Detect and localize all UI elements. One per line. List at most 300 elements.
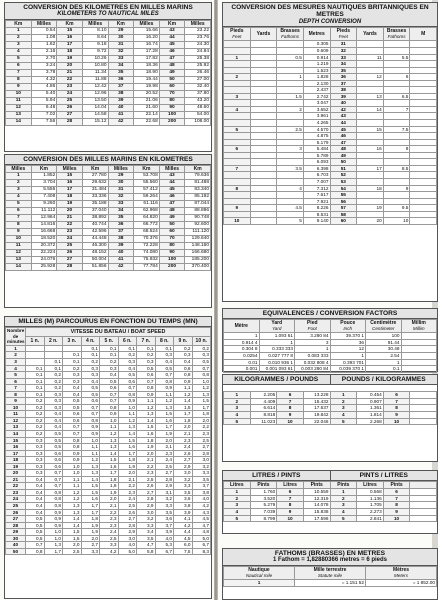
time-dist-cell: 3 xyxy=(6,358,26,365)
time-dist-cell: 5,0 xyxy=(192,535,211,542)
nm-km-cell: 27 xyxy=(57,257,83,264)
km-nm-cell: 41 xyxy=(108,112,134,119)
depth-cell: 10 xyxy=(224,218,251,225)
depth-cell: 11 xyxy=(357,54,384,61)
km-nm-cell: 4.86 xyxy=(31,84,57,91)
time-dist-cell: 3,3 xyxy=(192,470,211,477)
time-dist-cell: 1,2 xyxy=(137,404,156,411)
depth-cell: 50 xyxy=(330,159,357,166)
depth-cell: 3.961 xyxy=(303,113,330,120)
depth-cell: 1 xyxy=(277,74,304,81)
fathoms-header-main: Mètres xyxy=(392,567,410,574)
kg-pounds-cell: 1.814 xyxy=(357,412,384,419)
time-dist-cell: 0,5 xyxy=(26,529,45,536)
time-dist-cell: 4,5 xyxy=(174,535,193,542)
time-dist-cell: 0,2 xyxy=(44,372,63,379)
time-dist-cell: 0,4 xyxy=(118,365,137,372)
nm-km-cell: 43 xyxy=(159,173,185,180)
depth-cell: 8.5 xyxy=(383,165,410,172)
time-dist-cell: 3,2 xyxy=(137,516,156,523)
speed-header-cell: 6 n. xyxy=(118,337,137,346)
nm-km-cell: 77.784 xyxy=(134,264,160,271)
time-dist-cell: 2,6 xyxy=(118,509,137,516)
kg-pounds-cell xyxy=(410,418,437,425)
km-nm-cell: 7.02 xyxy=(31,112,57,119)
time-dist-cell: 0,7 xyxy=(100,398,119,405)
depth-cell: 2.437 xyxy=(303,87,330,94)
nm-km-cell: 33 xyxy=(108,201,134,208)
nm-km-row xyxy=(6,250,211,257)
nm-km-cell: 41 xyxy=(108,257,134,264)
time-dist-cell: 5,3 xyxy=(155,542,174,549)
km-nm-cell: 24.30 xyxy=(185,42,211,49)
time-dist-cell: 0,9 xyxy=(63,450,82,457)
depth-cell: 8 xyxy=(383,146,410,153)
time-dist-cell: 0,2 xyxy=(137,352,156,359)
nm-km-cell: 25 xyxy=(57,243,83,250)
time-dist-cell: 1,8 xyxy=(137,437,156,444)
time-dist-cell: 0,3 xyxy=(26,457,45,464)
fathoms-title-text: FATHOMS (BRASSES) EN METRES xyxy=(274,550,386,557)
nm-km-cell: 64.820 xyxy=(134,215,160,222)
liters-cell: 9 xyxy=(277,509,304,516)
time-dist-cell: 1 xyxy=(6,345,26,352)
nm-km-cell: 68.524 xyxy=(134,229,160,236)
depth-cell: 15 xyxy=(357,126,384,133)
km-nm-cell: 4 xyxy=(6,49,32,56)
depth-title-fr: CONVERSION DES MESURES NAUTIQUES BRITANNIQUES EN METRES xyxy=(231,4,429,19)
time-dist-cell: 0,8 xyxy=(63,444,82,451)
time-dist-cell: 2 xyxy=(6,352,26,359)
time-dist-cell: 3,6 xyxy=(174,496,193,503)
depth-cell: 33 xyxy=(330,54,357,61)
km-nm-cell: 11 xyxy=(6,98,32,105)
depth-header-main: Brasses xyxy=(386,28,407,35)
equiv-cell: 0.333 333 xyxy=(259,346,295,353)
equiv-header-sub: Centimeter xyxy=(372,326,395,332)
km-nm-row xyxy=(6,112,211,119)
equivalences-block xyxy=(222,308,438,372)
depth-cell: 6.703 xyxy=(303,172,330,179)
nm-km-cell: 111.120 xyxy=(185,229,211,236)
time-dist-cell: 0,8 xyxy=(26,548,45,555)
time-dist-cell: 3,2 xyxy=(155,496,174,503)
fathoms-block xyxy=(222,548,438,600)
nm-km-cell: 66.772 xyxy=(134,222,160,229)
nm-km-row xyxy=(6,229,211,236)
nm-km-cell: 22.224 xyxy=(31,250,57,257)
km-nm-cell: 3 xyxy=(6,42,32,49)
km-nm-cell: 4.32 xyxy=(31,77,57,84)
time-dist-cell: 1,7 xyxy=(118,450,137,457)
time-dist-cell: 2,1 xyxy=(100,503,119,510)
nm-km-header-cell: Km xyxy=(134,166,160,173)
nm-km-cell: 87.044 xyxy=(185,201,211,208)
depth-cell: 57 xyxy=(330,205,357,212)
time-dist-cell: 1,8 xyxy=(100,476,119,483)
kg-pounds-cell: 8 xyxy=(277,405,304,412)
depth-cell: 7 xyxy=(383,106,410,113)
depth-cell: 36 xyxy=(330,74,357,81)
time-dist-cell: 0,7 xyxy=(44,470,63,477)
time-dist-cell: 0,8 xyxy=(81,417,100,424)
liters-header-cell xyxy=(410,482,437,489)
nm-km-cell: 37.040 xyxy=(82,208,108,215)
fathoms-cell: = 1 852.00 xyxy=(366,580,437,587)
km-nm-cell: 26 xyxy=(57,105,83,112)
nm-km-header-cell: Milles xyxy=(159,166,185,173)
km-to-nm-title-en: KILOMETERS TO NAUTICAL MILES xyxy=(57,11,159,18)
nm-km-cell: 19 xyxy=(57,201,83,208)
time-dist-cell: 8 xyxy=(6,391,26,398)
time-dist-cell: 0,3 xyxy=(63,378,82,385)
time-dist-cell: 0,5 xyxy=(81,391,100,398)
km-nm-cell: 14 xyxy=(6,119,32,126)
nm-km-header-cell: Km xyxy=(82,166,108,173)
liters-header-cell: Litres xyxy=(357,482,384,489)
depth-cell: 7.312 xyxy=(303,185,330,192)
time-dist-cell: 0,7 xyxy=(100,391,119,398)
kg-pounds-cell: 2.268 xyxy=(357,418,384,425)
nm-km-cell: 80 xyxy=(159,243,185,250)
equiv-header-sub: Yard xyxy=(272,326,282,332)
time-dist-cell: 0,6 xyxy=(81,398,100,405)
time-dist-cell: 6,0 xyxy=(174,542,193,549)
speed-header: VITESSE DU BATEAU / BOAT SPEED xyxy=(26,328,211,337)
time-dist-cell: 0,8 xyxy=(174,372,193,379)
km-nm-cell: 25 xyxy=(57,98,83,105)
depth-cell: 9.140 xyxy=(303,218,330,225)
time-dist-cell: 0,1 xyxy=(81,345,100,352)
km-nm-cell: 42 xyxy=(108,119,134,126)
depth-conversion-block xyxy=(222,2,438,302)
time-dist-cell: 0,6 xyxy=(44,450,63,457)
time-dist-cell: 1,0 xyxy=(63,470,82,477)
nm-km-header-cell: Km xyxy=(31,166,57,173)
liters-header-cell: Pints xyxy=(250,482,277,489)
nm-to-km-title-text: CONVERSION DES MILLES MARINS EN KILOMETRES xyxy=(23,156,193,163)
time-dist-cell: 1,1 xyxy=(63,483,82,490)
time-dist-cell: 3,3 xyxy=(174,483,193,490)
liters-cell: 5 xyxy=(330,515,357,522)
nm-km-cell: 9.260 xyxy=(31,201,57,208)
km-nm-cell: 39 xyxy=(108,98,134,105)
time-dist-cell: 2,3 xyxy=(174,437,193,444)
depth-cell: 37 xyxy=(330,80,357,87)
time-dist-cell: 0,6 xyxy=(63,411,82,418)
pints-liters-title-text: PINTS / LITRES xyxy=(359,472,408,479)
time-dist-cell: 3,0 xyxy=(192,457,211,464)
depth-cell: 32 xyxy=(330,48,357,55)
time-dist-cell: 3,7 xyxy=(155,522,174,529)
time-dist-cell: 0,4 xyxy=(26,503,45,510)
liters-header-cell: Pints xyxy=(303,482,330,489)
km-nm-row xyxy=(6,63,211,70)
time-dist-cell: 2,0 xyxy=(118,470,137,477)
depth-cell: 3.047 xyxy=(303,100,330,107)
fathoms-header-main: Nautique xyxy=(248,567,270,574)
km-nm-cell: 80 xyxy=(159,98,185,105)
equiv-cell: 36 xyxy=(330,339,366,346)
time-dist-cell: 1,7 xyxy=(155,424,174,431)
time-dist-cell: 3,5 xyxy=(155,509,174,516)
time-dist-cell: 2,9 xyxy=(155,483,174,490)
depth-header-main: Brasses xyxy=(280,28,300,35)
nm-km-cell: 2 xyxy=(6,180,32,187)
liters-cell: 15.838 xyxy=(303,509,330,516)
time-dist-cell: 0,1 xyxy=(81,352,100,359)
km-nm-cell: 3.78 xyxy=(31,70,57,77)
depth-header-cell xyxy=(277,28,304,41)
liters-pints-block xyxy=(222,470,438,534)
nm-km-cell: 45 xyxy=(159,187,185,194)
depth-cell: 5 xyxy=(224,126,251,133)
time-dist-cell: 0,7 xyxy=(81,411,100,418)
time-dist-cell: 1,4 xyxy=(81,476,100,483)
depth-cell: 12 xyxy=(357,74,384,81)
km-nm-cell: 44 xyxy=(159,35,185,42)
depth-cell: 7.007 xyxy=(303,178,330,185)
nm-km-cell: 7.408 xyxy=(31,194,57,201)
depth-cell: 4.265 xyxy=(303,120,330,127)
nm-km-cell: 74.080 xyxy=(134,250,160,257)
nm-km-cell: 5 xyxy=(6,201,32,208)
time-dist-cell: 0,4 xyxy=(26,509,45,516)
time-dist-cell: 1,5 xyxy=(174,404,193,411)
speed-header-cell: 1 n. xyxy=(26,337,45,346)
time-dist-cell: 2,1 xyxy=(155,444,174,451)
nm-km-cell: 90.748 xyxy=(185,215,211,222)
depth-cell: 48 xyxy=(330,146,357,153)
nm-km-row xyxy=(6,215,211,222)
depth-cell: 7 xyxy=(224,165,251,172)
fathoms-header-sub: Meters xyxy=(393,573,409,579)
time-dist-cell: 0,3 xyxy=(100,365,119,372)
time-dist-cell: 0,2 xyxy=(26,430,45,437)
time-dist-cell: 0,7 xyxy=(137,378,156,385)
km-nm-cell: 21 xyxy=(57,70,83,77)
fathoms-header-main: Mille terrestre xyxy=(313,567,347,574)
km-nm-cell: 54.00 xyxy=(185,112,211,119)
equiv-cell: 1 xyxy=(295,346,331,353)
time-dist-cell: 3,8 xyxy=(174,503,193,510)
time-dist-cell: 1,3 xyxy=(44,542,63,549)
time-dist-cell: 2,7 xyxy=(192,444,211,451)
time-dist-cell: 23 xyxy=(6,489,26,496)
km-nm-row xyxy=(6,119,211,126)
km-nm-cell: 38 xyxy=(108,91,134,98)
equiv-header-cell xyxy=(401,320,437,333)
time-dist-cell: 1,9 xyxy=(100,489,119,496)
km-nm-cell: 26.46 xyxy=(185,70,211,77)
depth-cell: 51 xyxy=(330,165,357,172)
liters-cell: 2 xyxy=(330,495,357,502)
nm-km-cell: 148.160 xyxy=(185,243,211,250)
depth-cell: 58 xyxy=(330,211,357,218)
km-nm-cell: 23.22 xyxy=(185,28,211,35)
nm-km-cell: 129.640 xyxy=(185,236,211,243)
nm-km-cell: 48.152 xyxy=(82,250,108,257)
liters-cell: 1 xyxy=(224,489,251,496)
time-dist-cell: 10 xyxy=(6,404,26,411)
depth-cell: 10 xyxy=(383,218,410,225)
equiv-cell: 1 xyxy=(224,333,260,340)
time-dist-cell: 0,1 xyxy=(118,345,137,352)
time-dist-cell: 0,3 xyxy=(81,365,100,372)
nm-km-cell: 39 xyxy=(108,243,134,250)
time-dist-cell: 0,8 xyxy=(137,385,156,392)
time-dist-cell: 3,0 xyxy=(174,470,193,477)
liters-cell: 1.705 xyxy=(357,502,384,509)
time-dist-cell: 0,4 xyxy=(26,476,45,483)
nm-km-header-cell: Km xyxy=(185,166,211,173)
liters-cell: 2.273 xyxy=(357,509,384,516)
time-dist-cell: 2,0 xyxy=(174,424,193,431)
time-dist-cell: 2,2 xyxy=(137,463,156,470)
time-dist-cell: 2,6 xyxy=(137,483,156,490)
depth-row xyxy=(224,218,437,225)
nm-km-cell: 79.636 xyxy=(185,173,211,180)
time-dist-cell: 9 xyxy=(6,398,26,405)
time-dist-cell: 3,5 xyxy=(137,535,156,542)
depth-cell: 3.652 xyxy=(303,106,330,113)
liters-cell: 8.799 xyxy=(250,515,277,522)
time-dist-cell: 2,6 xyxy=(174,450,193,457)
depth-cell: 7.921 xyxy=(303,198,330,205)
km-nm-cell: 24.84 xyxy=(185,49,211,56)
km-nm-row xyxy=(6,105,211,112)
time-dist-cell: 2,3 xyxy=(100,522,119,529)
time-dist-cell: 0,5 xyxy=(155,365,174,372)
nm-km-cell: 4 xyxy=(6,194,32,201)
equiv-cell: 0.0254 xyxy=(224,353,260,360)
nm-km-cell: 9 xyxy=(6,229,32,236)
time-dist-cell: 3,0 xyxy=(118,535,137,542)
nm-km-cell: 32 xyxy=(108,194,134,201)
depth-header-cell xyxy=(410,28,437,41)
kg-pounds-cell: 4 xyxy=(330,412,357,419)
depth-cell: 2.742 xyxy=(303,93,330,100)
depth-cell: 0.914 xyxy=(303,54,330,61)
kg-pounds-cell: 9 xyxy=(277,412,304,419)
time-dist-cell: 2,4 xyxy=(118,496,137,503)
depth-cell: 5.484 xyxy=(303,146,330,153)
km-nm-cell: 30 xyxy=(108,35,134,42)
km-nm-cell: 31 xyxy=(108,42,134,49)
depth-header-sub: Fathoms xyxy=(387,34,406,40)
time-dist-cell: 2,5 xyxy=(192,437,211,444)
time-dist-cell: 0,3 xyxy=(155,352,174,359)
km-nm-cell: 18 xyxy=(57,49,83,56)
km-nm-cell: 48 xyxy=(159,63,185,70)
time-dist-cell: 0,8 xyxy=(118,391,137,398)
equiv-row xyxy=(224,366,437,373)
time-dist-cell: 2,0 xyxy=(155,437,174,444)
km-nm-cell: 15.12 xyxy=(82,119,108,126)
time-dist-cell: 0,3 xyxy=(26,450,45,457)
time-dist-cell: 2,8 xyxy=(192,450,211,457)
time-dist-cell: 1,7 xyxy=(81,509,100,516)
time-dist-cell: 1,1 xyxy=(63,476,82,483)
kg-pounds-cell: 13.228 xyxy=(303,392,330,399)
kg-pounds-cell: 4 xyxy=(224,412,251,419)
right-page xyxy=(218,0,435,600)
depth-header-main: M xyxy=(421,31,426,38)
equiv-cell: 0.027 777 8 xyxy=(259,353,295,360)
liters-pints-titles xyxy=(223,471,437,481)
depth-header-cell xyxy=(330,28,357,41)
time-dist-cell: 0,5 xyxy=(192,358,211,365)
time-dist-cell: 1,4 xyxy=(137,417,156,424)
time-dist-cell: 29 xyxy=(6,529,26,536)
nm-km-cell: 55.560 xyxy=(134,180,160,187)
liters-cell: 2.841 xyxy=(357,515,384,522)
time-dist-cell: 7 xyxy=(6,385,26,392)
liters-cell: 8 xyxy=(277,502,304,509)
nm-km-cell: 62.968 xyxy=(134,208,160,215)
nm-km-cell: 8 xyxy=(6,222,32,229)
time-dist-cell: 14 xyxy=(6,430,26,437)
km-nm-cell: 5.94 xyxy=(31,98,57,105)
nm-km-cell: 24.076 xyxy=(31,257,57,264)
km-nm-row xyxy=(6,35,211,42)
time-dist-cell: 3,3 xyxy=(137,522,156,529)
depth-cell: 8.226 xyxy=(303,205,330,212)
time-dist-cell: 1,0 xyxy=(100,417,119,424)
depth-cell: 14 xyxy=(357,106,384,113)
time-dist-cell: 1,6 xyxy=(100,463,119,470)
nm-km-cell: 88.896 xyxy=(185,208,211,215)
time-dist-cell: 0,2 xyxy=(44,385,63,392)
depth-cell: 1.828 xyxy=(303,74,330,81)
depth-cell: 6.398 xyxy=(303,165,330,172)
liters-cell: 7 xyxy=(277,495,304,502)
time-dist-cell: 0,8 xyxy=(63,437,82,444)
equiv-cell: 0.083 333 xyxy=(295,353,331,360)
time-dist-cell: 2,9 xyxy=(137,503,156,510)
time-dist-cell: 1,3 xyxy=(100,444,119,451)
time-dist-cell: 2,3 xyxy=(155,450,174,457)
time-dist-row xyxy=(6,548,211,555)
km-nm-cell: 60 xyxy=(159,84,185,91)
depth-cell: 54 xyxy=(330,185,357,192)
equiv-cell: 3.280 84 xyxy=(295,333,331,340)
time-dist-cell: 0,4 xyxy=(81,378,100,385)
time-dist-cell: 3,2 xyxy=(174,476,193,483)
depth-cell: 2 xyxy=(277,106,304,113)
time-dist-cell: 3,2 xyxy=(192,463,211,470)
kg-pounds-cell: 2.205 xyxy=(250,392,277,399)
time-dist-cell: 0,2 xyxy=(81,358,100,365)
time-dist-cell: 1,4 xyxy=(174,398,193,405)
nm-km-row xyxy=(6,180,211,187)
nm-km-cell: 70.376 xyxy=(134,236,160,243)
time-dist-cell: 1,5 xyxy=(63,535,82,542)
km-nm-cell: 12 xyxy=(6,105,32,112)
time-dist-cell: 2,8 xyxy=(118,522,137,529)
speed-header-cell: 2 n. xyxy=(44,337,63,346)
km-nm-cell: 22.14 xyxy=(134,112,160,119)
km-nm-cell: 27.00 xyxy=(185,77,211,84)
time-dist-cell: 0,9 xyxy=(100,411,119,418)
time-dist-cell: 0,1 xyxy=(26,378,45,385)
time-dist-cell: 0,4 xyxy=(26,489,45,496)
time-dist-cell: 5,0 xyxy=(118,548,137,555)
time-dist-cell: 0,2 xyxy=(26,404,45,411)
time-dist-cell: 0,5 xyxy=(44,437,63,444)
depth-cell: 3 xyxy=(224,93,251,100)
liters-cell: 12.319 xyxy=(303,495,330,502)
